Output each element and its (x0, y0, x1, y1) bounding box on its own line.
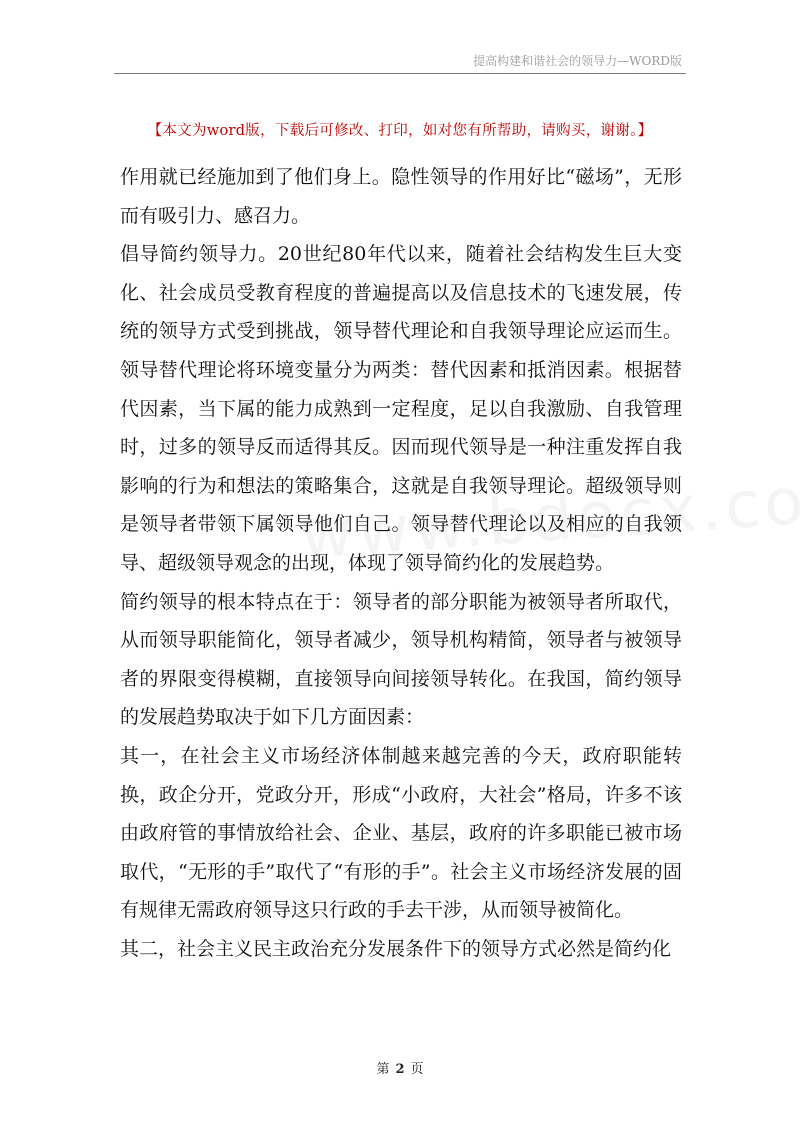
page-label-prefix: 第 (376, 1062, 390, 1077)
document-body (120, 158, 682, 968)
header-title: 提高构建和谐社会的领导力—WORD版 (473, 54, 682, 68)
page-number: 2 (395, 1062, 405, 1077)
page-label-suffix: 页 (410, 1062, 424, 1077)
paragraph: 简约领导的根本特点在于：领导者的部分职能为被领导者所取代，从而领导职能简化，领导者减少，领导机构精简，领导者与被领导者的界限变得模糊，直接领导向间接领导转化。在我国，简约领导的发展趋势取决于如下几方面因素： (120, 590, 682, 729)
page-footer (0, 1058, 800, 1077)
header-divider (114, 73, 686, 74)
paragraph: 其二，社会主义民主政治充分发展条件下的领导方式必然是简约化 (120, 937, 672, 960)
download-notice: 【本文为word版，下载后可修改、打印，如对您有所帮助，请购买，谢谢。】 (147, 123, 653, 139)
paragraph: 倡导简约领导力。20世纪80年代以来，随着社会结构发生巨大变化、社会成员受教育程度的普遍提高以及信息技术的飞速发展，传统的领导方式受到挑战，领导替代理论和自我领导理论应运而生。领导替代理论将环境变量分为两类：替代因素和抵消因素。根据替代因素，当下属的能力成熟到一定程度，足以自我激励、自我管理时，过多的领导反而适得其反。因而现代领导是一种注重发挥自我影响的行为和想法的策略集合，这就是自我领导理论。超级领导则是领导者带领下属领导他们自己。领导替代理论以及相应的自我领导、超级领导观念的出现，体现了领导简约化的发展趋势。 (120, 243, 682, 574)
paragraph: 作用就已经施加到了他们身上。隐性领导的作用好比“磁场”，无形而有吸引力、感召力。 (120, 166, 682, 227)
paragraph: 其一，在社会主义市场经济体制越来越完善的今天，政府职能转换，政企分开，党政分开，形成“小政府，大社会”格局，许多不该由政府管的事情放给社会、企业、基层，政府的许多职能已被市场取代，“无形的手”取代了“有形的手”。社会主义市场经济发展的固有规律无需政府领导这只行政的手去干涉，从而领导被简化。 (120, 744, 682, 922)
